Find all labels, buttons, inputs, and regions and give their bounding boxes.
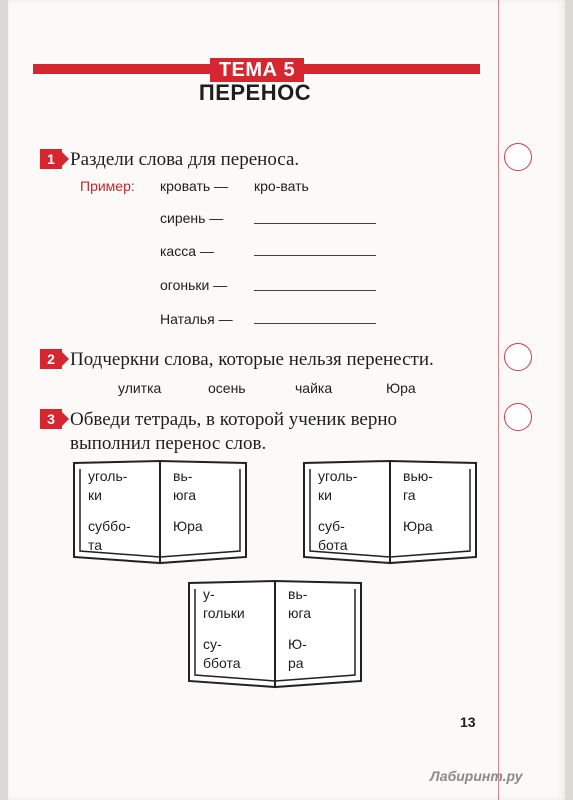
notebook-option-2[interactable] (300, 455, 480, 565)
example-word: кровать — (160, 178, 229, 194)
word-row: сирень — (160, 210, 224, 226)
word-part: Ю- (288, 636, 307, 652)
notebook-option-1[interactable] (70, 455, 250, 565)
answer-circle-1 (504, 143, 532, 171)
word-part: га (403, 487, 416, 503)
margin-line (498, 0, 499, 800)
word-part: юга (288, 605, 312, 621)
task-number-2: 2 (40, 349, 62, 369)
word-item[interactable]: Юра (386, 380, 416, 396)
word-row: касса — (160, 243, 214, 259)
word-part: уголь- (88, 468, 128, 484)
word-part: Юра (403, 518, 433, 534)
topic-label: ТЕМА 5 (210, 58, 304, 82)
task-3-text: Обведи тетрадь, в которой ученик верно выполнил перенос слов. (70, 409, 398, 454)
example-answer: кро-вать (254, 178, 309, 194)
word-item[interactable]: чайка (295, 380, 333, 396)
word-part: суббо- (88, 518, 131, 534)
word-part: суб- (318, 518, 345, 534)
task-2-text: Подчеркни слова, которые нельзя перенести. (70, 349, 434, 370)
word-row: огоньки — (160, 277, 228, 293)
word-part: юга (173, 487, 197, 503)
word-part: гольки (203, 605, 245, 621)
example-label: Пример: (80, 178, 135, 194)
word-part: ббота (203, 655, 241, 671)
answer-line[interactable] (254, 323, 376, 324)
word-part: су- (203, 636, 222, 652)
answer-circle-3 (504, 403, 532, 431)
page-number: 13 (460, 714, 476, 730)
task-3 (40, 408, 480, 456)
task-1 (40, 148, 480, 172)
answer-line[interactable] (254, 255, 376, 256)
word-part: ра (288, 655, 304, 671)
word-item[interactable]: улитка (118, 380, 162, 396)
notebook-option-3[interactable] (185, 575, 365, 690)
page-title: ПЕРЕНОС (198, 80, 312, 105)
word-part: вью- (403, 468, 433, 484)
word-item[interactable]: осень (208, 380, 246, 396)
word-part: Юра (173, 518, 203, 534)
word-part: ки (318, 487, 332, 503)
task-2 (40, 348, 480, 372)
word-part: у- (203, 586, 215, 602)
task-number-1: 1 (40, 149, 62, 169)
answer-circle-2 (504, 343, 532, 371)
watermark: Лабиринт.ру (430, 768, 523, 784)
answer-line[interactable] (254, 290, 376, 291)
task-number-3: 3 (40, 409, 62, 429)
word-part: бота (318, 537, 348, 553)
task-1-text: Раздели слова для переноса. (70, 149, 300, 170)
word-part: вь- (288, 586, 308, 602)
word-part: уголь- (318, 468, 358, 484)
word-part: та (88, 537, 103, 553)
word-row: Наталья — (160, 311, 233, 327)
word-part: ки (88, 487, 102, 503)
answer-line[interactable] (254, 223, 376, 224)
word-part: вь- (173, 468, 193, 484)
